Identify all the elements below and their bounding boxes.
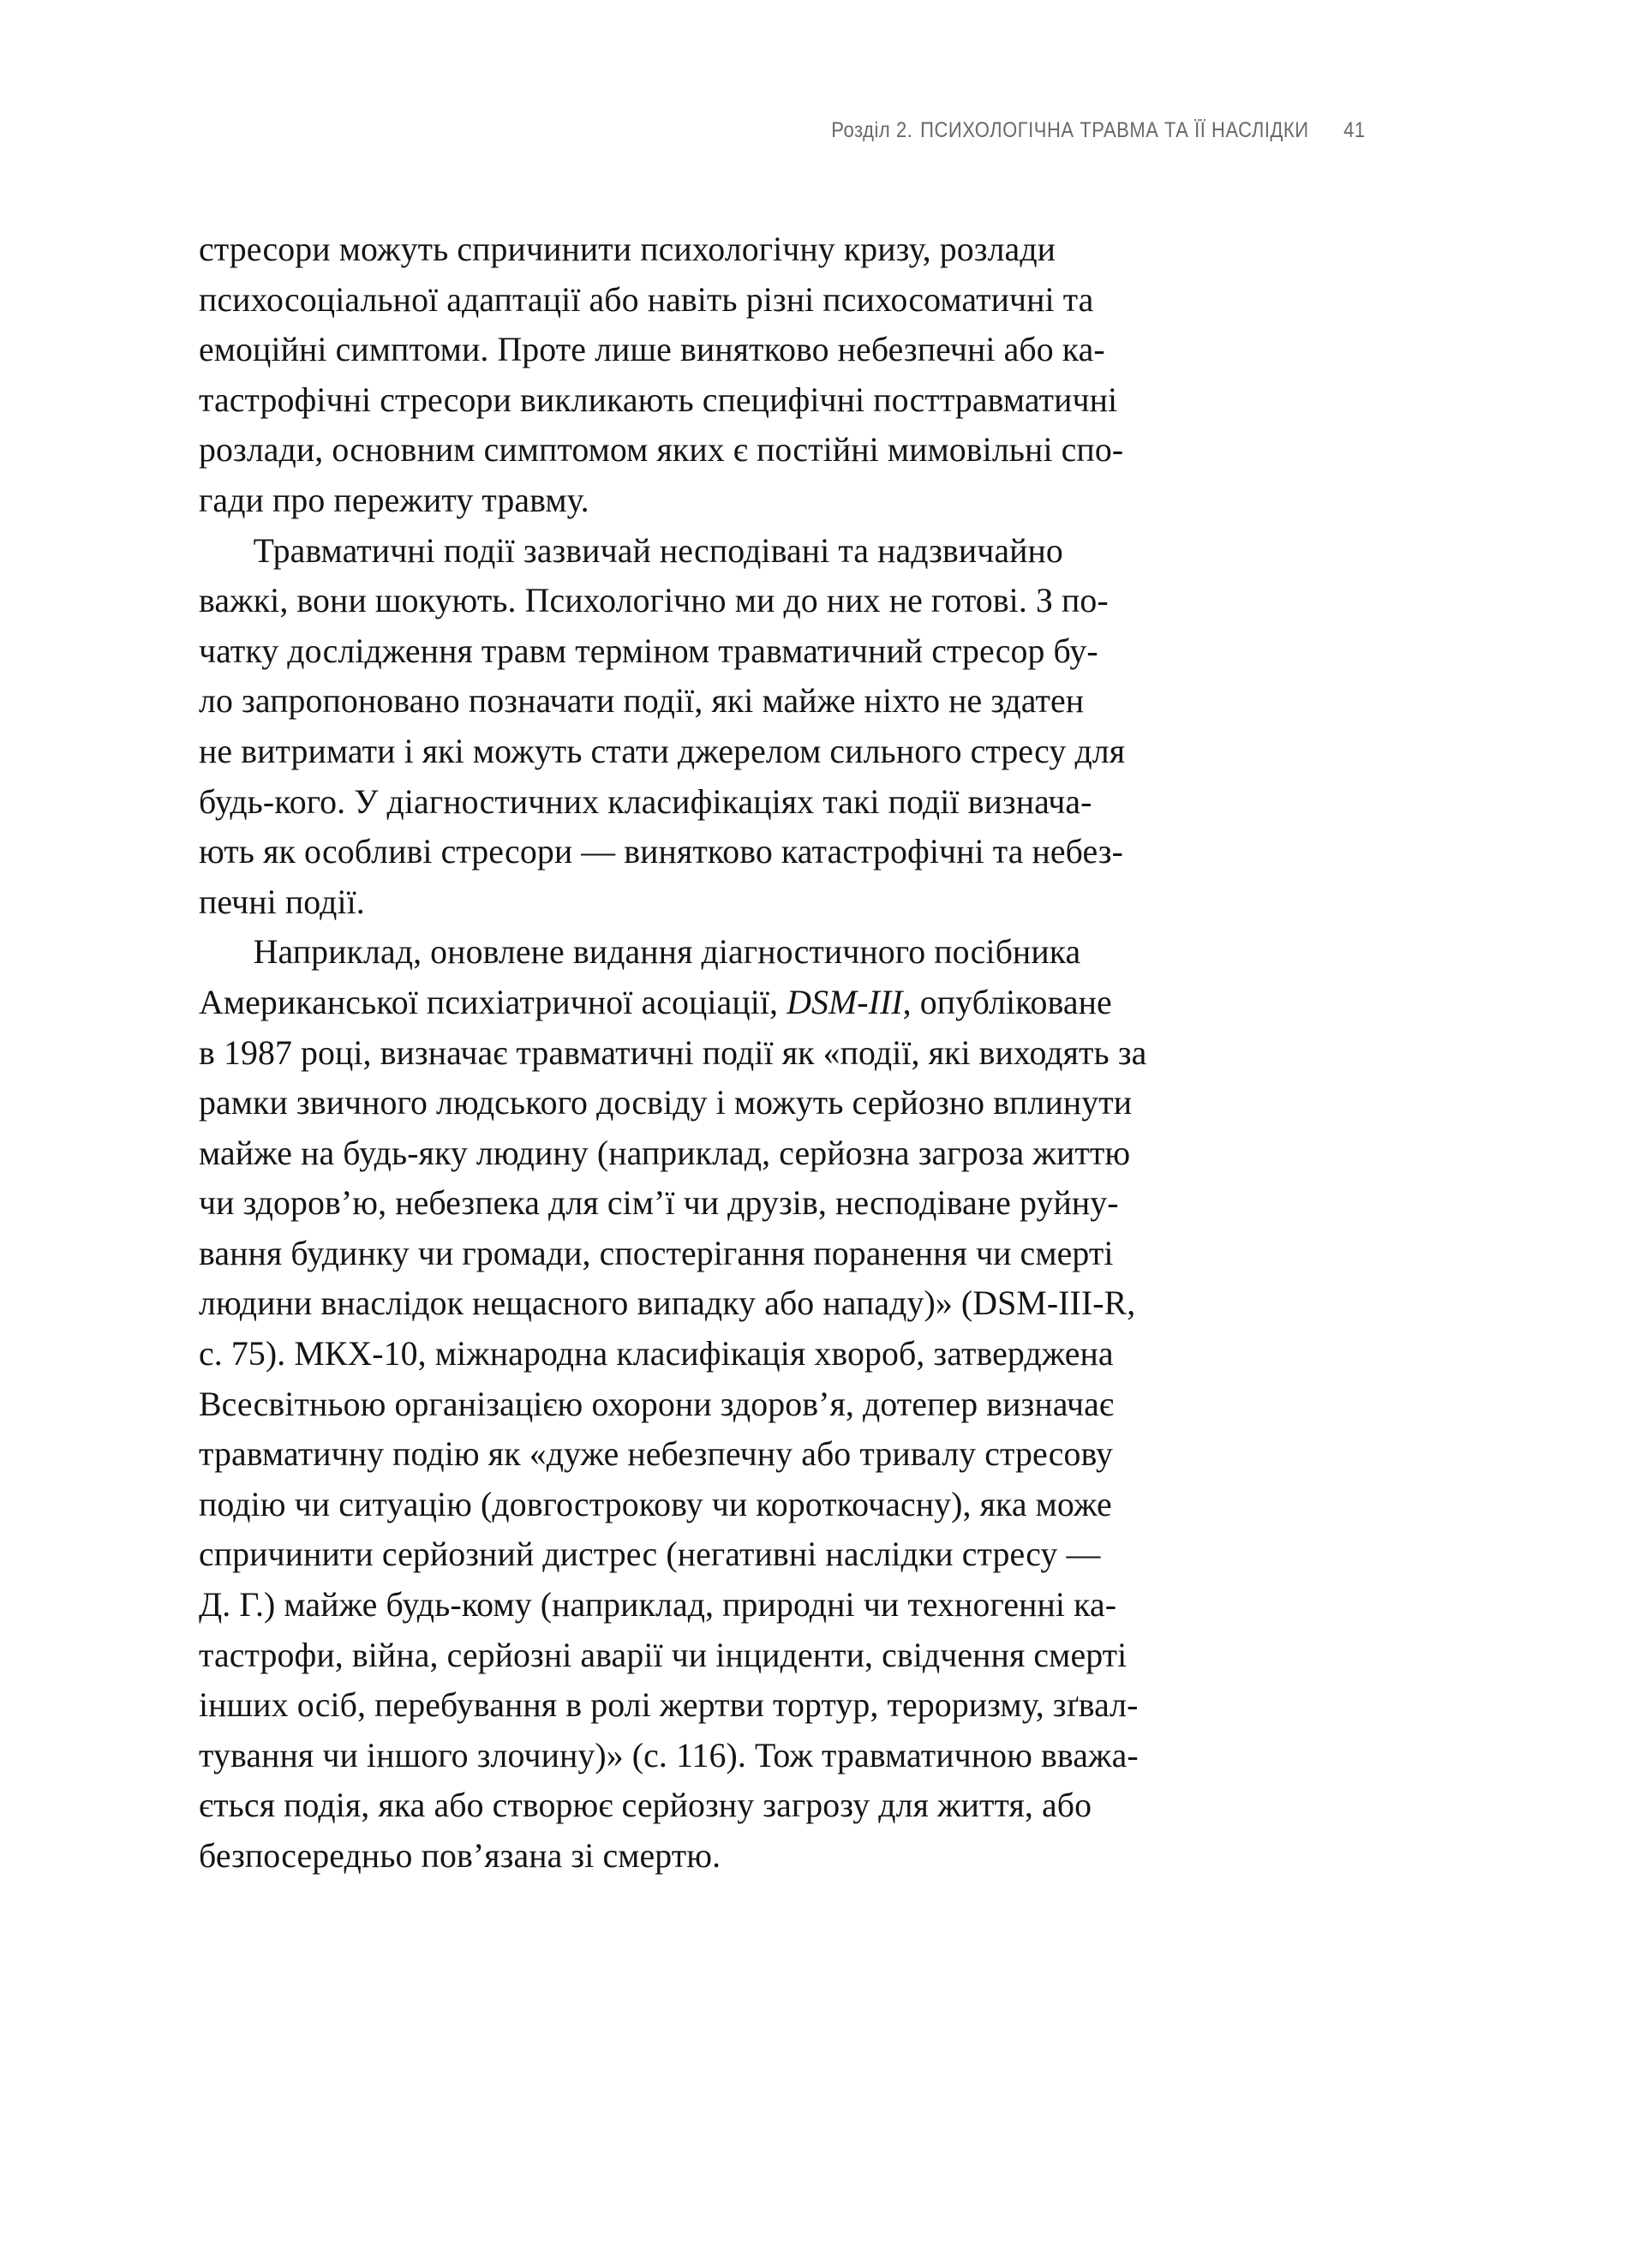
text-line — [199, 626, 1451, 677]
text-run: психосоціальної адаптації або навіть різні психосоматичні та — [199, 279, 1094, 319]
text-line — [199, 1780, 1451, 1831]
text-line — [199, 1078, 1451, 1128]
text-line — [199, 1580, 1451, 1631]
body-text-block — [199, 224, 1457, 1882]
text-line — [199, 1731, 1451, 1781]
paragraph — [199, 526, 1457, 928]
text-run: не витримати і які можуть стати джерелом сильного стресу для — [199, 731, 1126, 770]
text-line — [199, 777, 1451, 828]
text-line — [199, 1128, 1451, 1179]
running-head-chapter-prefix: Розділ 2. — [831, 118, 913, 142]
text-line — [199, 275, 1451, 326]
text-line — [199, 1529, 1451, 1580]
text-run: подію чи ситуацію (довгострокову чи короткочасну), яка може — [199, 1484, 1112, 1523]
text-run: вання будинку чи громади, спостерігання поранення чи смерті — [199, 1233, 1114, 1272]
italic-term: DSM-III — [787, 982, 903, 1021]
text-run: тастрофи, війна, серйозні аварії чи інциденти, свідчення смерті — [199, 1635, 1128, 1674]
text-run: Всесвітньою організацією охорони здоров’я, дотепер визначає — [199, 1384, 1115, 1423]
text-line — [199, 727, 1451, 777]
text-line — [199, 1680, 1451, 1731]
text-run: емоційні симптоми. Проте лише винятково небезпечні або ка- — [199, 330, 1105, 369]
text-line — [199, 1229, 1451, 1279]
text-run: печні події. — [199, 882, 365, 921]
text-line — [199, 476, 1451, 526]
text-run: безпосередньо пов’язана зі смертю. — [199, 1836, 721, 1875]
text-run: тастрофічні стресори викликають специфічні посттравматичні — [199, 380, 1118, 419]
text-run: Д. Г.) майже будь-кому (наприклад, природні чи техногенні ка- — [199, 1585, 1117, 1625]
text-line — [199, 224, 1451, 275]
text-run: Наприклад, оновлене видання діагностичного посібника — [253, 932, 1081, 972]
text-run: с. 75). МКХ-10, міжнародна класифікація хвороб, затверджена — [199, 1334, 1114, 1373]
text-run: в 1987 році, визначає травматичні події як «події, які виходять за — [199, 1032, 1147, 1072]
text-run: ють як особливі стресори — винятково катастрофічні та небез- — [199, 832, 1123, 871]
text-line — [199, 375, 1451, 426]
text-line — [199, 1631, 1451, 1681]
text-run: стресори можуть спричинити психологічну кризу, розлади — [199, 230, 1056, 268]
running-head-chapter-title: ПСИХОЛОГІЧНА ТРАВМА ТА ЇЇ НАСЛІДКИ — [920, 118, 1309, 142]
text-run: людини внаслідок нещасного випадку або нападу)» (DSM-III-R, — [199, 1284, 1136, 1323]
text-line — [199, 526, 1451, 577]
text-line — [199, 576, 1451, 626]
text-line — [199, 425, 1451, 476]
page-number: 41 — [1343, 118, 1366, 142]
text-run: спричинити серйозний дистрес (негативні наслідки стресу — — [199, 1535, 1101, 1574]
text-run: чатку дослідження травм терміном травматичний стресор бу- — [199, 631, 1098, 670]
text-line — [199, 1429, 1451, 1480]
text-run: Американської психіатричної асоціації, — [199, 982, 787, 1021]
text-run: ється подія, яка або створює серйозну загрозу для життя, або — [199, 1786, 1092, 1825]
text-run: майже на будь-яку людину (наприклад, серйозна загроза життю — [199, 1133, 1131, 1172]
text-line — [199, 1831, 1451, 1882]
text-run: тування чи іншого злочину)» (с. 116). Тож травматичною вважа- — [199, 1735, 1139, 1774]
text-line — [199, 1329, 1451, 1379]
text-run: травматичну подію як «дуже небезпечну або тривалу стресову — [199, 1434, 1114, 1474]
text-run: , опубліковане — [902, 982, 1112, 1021]
text-line — [199, 927, 1451, 978]
text-line — [199, 1178, 1451, 1229]
text-run: рамки звичного людського досвіду і можуть серйозно вплинути — [199, 1083, 1133, 1122]
text-line — [199, 1379, 1451, 1430]
text-run: інших осіб, перебування в ролі жертви тортур, тероризму, зґвал- — [199, 1685, 1139, 1725]
text-run: важкі, вони шокують. Психологічно ми до них не готові. З по- — [199, 581, 1109, 620]
text-line — [199, 676, 1451, 727]
text-line — [199, 1028, 1451, 1079]
text-run: ло запропоновано позначати події, які майже ніхто не здатен — [199, 681, 1085, 721]
text-line — [199, 325, 1451, 375]
text-run: гади про пережиту травму. — [199, 480, 589, 519]
running-head — [279, 118, 1365, 153]
text-run: Травматичні події зазвичай несподівані та надзвичайно — [253, 530, 1063, 570]
paragraph — [199, 927, 1457, 1881]
text-run: будь-кого. У діагностичних класифікаціях такі події визнача- — [199, 781, 1092, 821]
text-line — [199, 827, 1451, 877]
text-run: чи здоров’ю, небезпека для сім’ї чи друзів, несподіване руйну- — [199, 1183, 1119, 1223]
paragraph — [199, 224, 1457, 526]
text-line — [199, 1278, 1451, 1329]
text-line — [199, 877, 1451, 928]
text-line — [199, 1480, 1451, 1530]
text-run: розлади, основним симптомом яких є постійні мимовільні спо- — [199, 430, 1124, 470]
text-line — [199, 978, 1451, 1028]
